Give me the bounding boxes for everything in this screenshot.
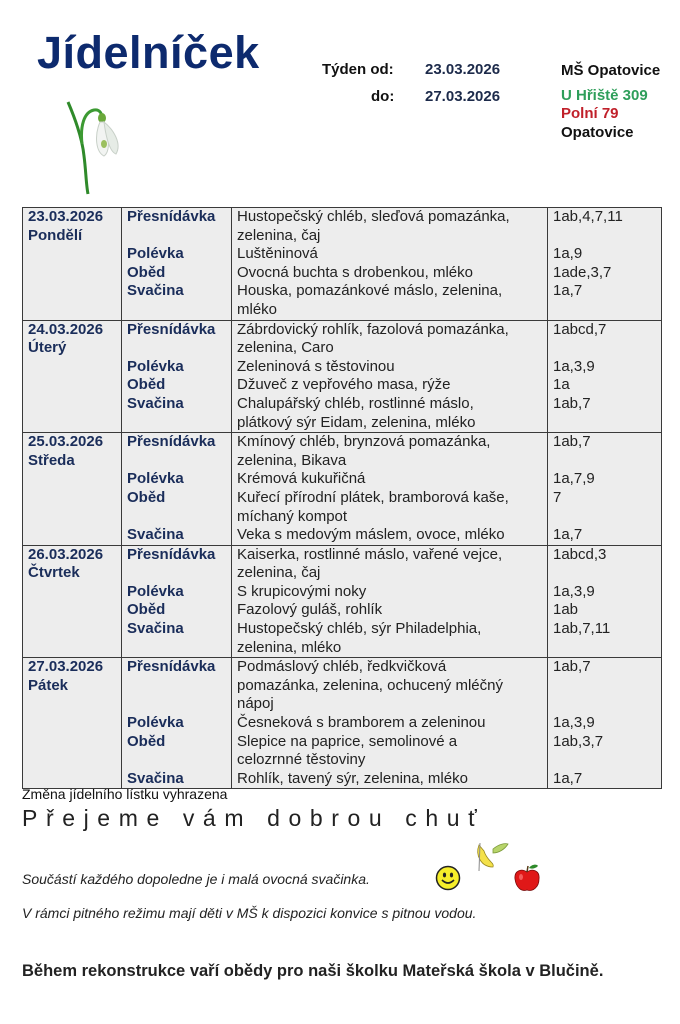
week-to-date: 27.03.2026: [425, 88, 501, 105]
meal-type: Svačina: [127, 282, 184, 300]
allergens: 1a,3,9: [553, 357, 595, 375]
food-item-line: Houska, pomazánkové máslo, zelenina,: [237, 282, 503, 300]
day-row: [23, 658, 662, 789]
school-address-2: Polní 79: [561, 105, 619, 122]
allergens: 7: [553, 488, 562, 506]
day-cell: [23, 208, 122, 321]
food-item-line: pomazánka, zelenina, ochucený mléčný: [237, 676, 503, 694]
meal-type: Polévka: [127, 245, 184, 263]
spacer: [127, 339, 227, 358]
food-cell: [232, 433, 548, 546]
food-item-line: Ovocná buchta s drobenkou, mléko: [237, 263, 473, 281]
food-cell: [232, 208, 548, 321]
banana-icon: [473, 841, 509, 873]
drinking-regime-info: V rámci pitného režimu mají děti v MŠ k dispozici konvice s pitnou vodou.: [22, 905, 477, 921]
allergens-cell: [548, 545, 662, 658]
food-item-line: zelenina, mléko: [237, 638, 342, 656]
food-item-line: Zábrdovický rohlík, fazolová pomazánka,: [237, 320, 509, 338]
day-name: Čtvrtek: [28, 564, 80, 582]
meal-type: Polévka: [127, 582, 184, 600]
allergens: 1a,7,9: [553, 470, 595, 488]
day-date: 25.03.2026: [28, 433, 104, 451]
allergens: 1a,7: [553, 526, 583, 544]
meal-type: Svačina: [127, 769, 184, 787]
food-item-line: Džuveč z vepřového masa, rýže: [237, 376, 451, 394]
food-item-line: Hustopečský chléb, sleďová pomazánka,: [237, 208, 510, 225]
allergens: 1ab,7: [553, 658, 591, 676]
school-town: Opatovice: [561, 124, 634, 141]
school-name: MŠ Opatovice: [561, 62, 661, 79]
meal-type: Svačina: [127, 620, 184, 638]
spacer: [553, 339, 657, 358]
spacer: [127, 414, 227, 433]
menu-table: [22, 207, 662, 789]
school-address-1: U Hřiště 309: [561, 87, 648, 104]
spacer: [127, 452, 227, 471]
meal-type-cell: [122, 658, 232, 789]
meal-type: Svačina: [127, 526, 184, 544]
day-date: 26.03.2026: [28, 545, 104, 563]
meal-type: Oběd: [127, 376, 166, 394]
allergens: 1ab,7,11: [553, 620, 611, 638]
allergens: 1abcd,3: [553, 545, 607, 563]
food-item-line: Kuřecí přírodní plátek, bramborová kaše,: [237, 488, 509, 506]
allergens: 1a,3,9: [553, 582, 595, 600]
day-name: Středa: [28, 451, 75, 469]
menu-change-note: Změna jídelního lístku vyhrazena: [22, 786, 228, 802]
food-item-line: S krupicovými noky: [237, 582, 367, 600]
kitchen-info: Během rekonstrukce vaří obědy pro naši školku Mateřská škola v Blučině.: [22, 962, 604, 980]
smiley-icon: [435, 865, 461, 891]
food-item-line: celozrnné těstoviny: [237, 751, 366, 769]
allergens: 1ade,3,7: [553, 263, 612, 281]
spacer: [553, 564, 657, 583]
week-to-label: do:: [371, 88, 395, 105]
food-item-line: míchaný kompot: [237, 507, 348, 525]
day-row: [23, 545, 662, 658]
allergens: 1a: [553, 376, 570, 394]
allergens-cell: [548, 433, 662, 546]
allergens-cell: [548, 320, 662, 433]
spacer: [127, 301, 227, 320]
spacer: [553, 751, 657, 770]
meal-type-cell: [122, 433, 232, 546]
day-name: Pondělí: [28, 226, 83, 244]
meal-type: Polévka: [127, 357, 184, 375]
meal-type: Přesnídávka: [127, 658, 216, 676]
day-date: 27.03.2026: [28, 658, 104, 676]
food-item-line: Zeleninová s těstovinou: [237, 357, 395, 375]
spacer: [127, 564, 227, 583]
spacer: [553, 301, 657, 320]
meal-type: Svačina: [127, 394, 184, 412]
food-item-line: Slepice na paprice, semolinové a: [237, 732, 458, 750]
allergens: 1a,9: [553, 245, 583, 263]
spacer: [127, 639, 227, 658]
food-cell: [232, 320, 548, 433]
food-item-line: Krémová kukuřičná: [237, 470, 366, 488]
food-item-line: Česneková s bramborem a zeleninou: [237, 714, 486, 732]
apple-icon: [511, 862, 543, 894]
food-item-line: Veka s medovým máslem, ovoce, mléko: [237, 526, 505, 544]
allergens: 1ab,4,7,11: [553, 208, 623, 225]
meal-type: Přesnídávka: [127, 320, 216, 338]
food-item-line: mléko: [237, 300, 278, 318]
meal-type-cell: [122, 208, 232, 321]
allergens: 1a,3,9: [553, 714, 595, 732]
page-title: Jídelníček: [37, 27, 260, 78]
bon-appetit-wish: Přejeme vám dobrou chuť: [22, 805, 486, 831]
meal-type: Polévka: [127, 470, 184, 488]
spacer: [127, 508, 227, 527]
food-item-line: zelenina, čaj: [237, 564, 321, 582]
day-date: 23.03.2026: [28, 208, 104, 225]
week-from-date: 23.03.2026: [425, 61, 501, 78]
spacer: [553, 452, 657, 471]
food-item-line: plátkový sýr Eidam, zelenina, mléko: [237, 413, 476, 431]
day-row: [23, 433, 662, 546]
snowdrop-flower-icon: [60, 96, 140, 196]
allergens: 1ab,7: [553, 394, 591, 412]
allergens: 1abcd,7: [553, 320, 607, 338]
meal-type: Oběd: [127, 732, 166, 750]
food-item-line: Fazolový guláš, rohlík: [237, 601, 383, 619]
spacer: [127, 751, 227, 770]
spacer: [553, 227, 657, 246]
meal-type: Polévka: [127, 714, 184, 732]
allergens-cell: [548, 208, 662, 321]
food-item-line: zelenina, Caro: [237, 339, 334, 357]
day-row: [23, 320, 662, 433]
food-item-line: Kaiserka, rostlinné máslo, vařené vejce,: [237, 545, 503, 563]
day-cell: [23, 658, 122, 789]
spacer: [127, 227, 227, 246]
food-cell: [232, 545, 548, 658]
food-item-line: Podmáslový chléb, ředkvičková: [237, 658, 447, 676]
meal-type-cell: [122, 320, 232, 433]
day-cell: [23, 320, 122, 433]
food-item-line: nápoj: [237, 695, 274, 713]
spacer: [553, 639, 657, 658]
food-item-line: Kmínový chléb, brynzová pomazánka,: [237, 433, 491, 451]
spacer: [553, 414, 657, 433]
food-item-line: zelenina, Bikava: [237, 451, 347, 469]
allergens: 1ab,3,7: [553, 732, 604, 750]
meal-type: Oběd: [127, 263, 166, 281]
allergens: 1a,7: [553, 769, 583, 787]
allergens: 1a,7: [553, 282, 583, 300]
spacer: [127, 695, 227, 714]
day-cell: [23, 545, 122, 658]
day-row: [23, 208, 662, 321]
allergens: 1ab: [553, 601, 579, 619]
meal-type-cell: [122, 545, 232, 658]
spacer: [553, 508, 657, 527]
meal-type: Přesnídávka: [127, 433, 216, 451]
day-cell: [23, 433, 122, 546]
food-cell: [232, 658, 548, 789]
meal-type: Oběd: [127, 601, 166, 619]
spacer: [127, 677, 227, 696]
food-item-line: Rohlík, tavený sýr, zelenina, mléko: [237, 769, 468, 787]
food-item-line: zelenina, čaj: [237, 226, 321, 244]
spacer: [553, 695, 657, 714]
fruit-snack-info: Součástí každého dopoledne je i malá ovocná svačinka.: [22, 871, 370, 887]
food-item-line: Chalupářský chléb, rostlinné máslo,: [237, 394, 474, 412]
day-date: 24.03.2026: [28, 320, 104, 338]
meal-type: Oběd: [127, 488, 166, 506]
week-from-label: Týden od:: [322, 61, 394, 78]
day-name: Úterý: [28, 339, 67, 357]
meal-type: Přesnídávka: [127, 208, 216, 225]
day-name: Pátek: [28, 676, 69, 694]
food-item-line: Luštěninová: [237, 245, 318, 263]
meal-type: Přesnídávka: [127, 545, 216, 563]
allergens: 1ab,7: [553, 433, 591, 451]
spacer: [553, 677, 657, 696]
allergens-cell: [548, 658, 662, 789]
food-item-line: Hustopečský chléb, sýr Philadelphia,: [237, 620, 482, 638]
